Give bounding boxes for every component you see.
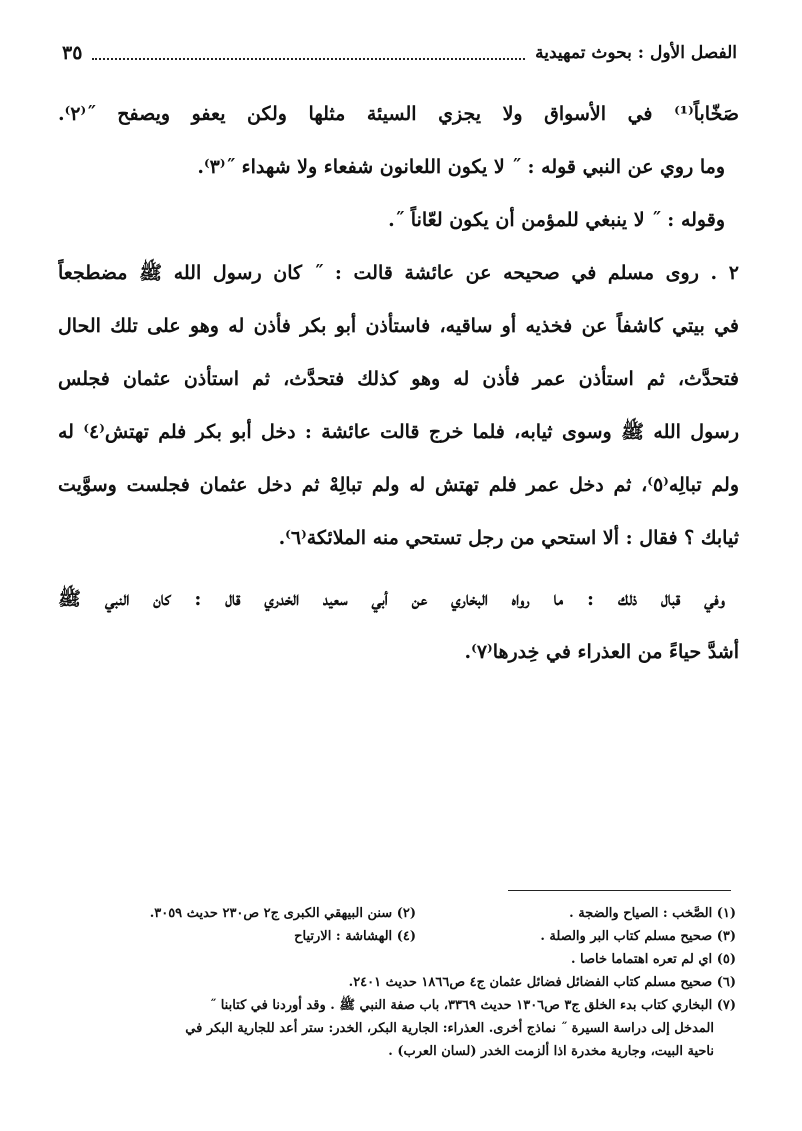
footnote-5: (٥) اي لم تعره اهتماما خاصا . [570,952,736,967]
text-line: وما روي عن النبي قوله : ˝ لا يكون اللعانون شفعاء ولا شهداء ˝⁽٣⁾. [197,156,725,178]
footnote-4: (٤) الهشاشة : الارتياح [294,929,416,944]
text-line: ثيابك ؟ فقال : ألا استحي من رجل تستحي منه الملائكة⁽٦⁾. [278,527,739,549]
leader-dots [92,46,525,60]
footnote-7-continued: المدخل إلى دراسة السيرة ˝ نماذج أخرى. العذراء: الجارية البكر، الخدر: ستر أعد للجارية البكر في [185,1021,714,1036]
footnotes [56,902,736,1063]
main-text [58,88,739,679]
text-line: صَخّاباً⁽¹⁾ في الأسواق ولا يجزي السيئة مثلها ولكن يعفو ويصفح ˝⁽٢⁾. [58,103,739,125]
text-line: في بيتي كاشفاً عن فخذيه أو ساقيه، فاستأذن أبو بكر فأذن له وهو على تلك الحال [58,315,739,337]
text-line: ٢ . روى مسلم في صحيحه عن عائشة قالت : ˝ كان رسول الله ﷺ مضطجعاً [58,262,739,284]
footnote-1: (١) الصَّخب : الصياح والضجة . [569,906,736,921]
footnote-7-continued: ناحية البيت، وجارية مخدرة اذا ألزمت الخدر (لسان العرب) . [388,1044,714,1059]
text-line: وفي قبال ذلك : ما رواه البخاري عن أبي سعيد الخدري قال : كان النبي ﷺ [58,588,725,610]
page-number: ٣٥ [62,42,83,64]
footnote-6: (٦) صحيح مسلم كتاب الفضائل فضائل عثمان ج٤ ص١٨٦٦ حديث ٢٤٠١. [348,975,736,990]
footnote-7: (٧) البخاري كتاب بدء الخلق ج٣ ص١٣٠٦ حديث ٣٣٦٩، باب صفة النبي ﷺ . وقد أوردنا في كتابنا ˝ [209,998,736,1013]
footnote-2: (٢) سنن البيهقي الكبرى ج٢ ص٢٣٠ حديث ٣٠٥٩. [149,906,416,921]
footnote-separator [508,890,731,891]
page-header [62,38,737,68]
text-line: وقوله : ˝ لا ينبغي للمؤمن أن يكون لعّاناً ˝. [388,209,725,231]
text-line: رسول الله ﷺ وسوى ثيابه، فلما خرج قالت عائشة : دخل أبو بكر فلم تهتش⁽٤⁾ له [58,421,739,443]
text-line: أشدَّ حياءً من العذراء في خِدرها⁽٧⁾. [464,641,739,663]
text-line: ولم تبالِه⁽٥⁾، ثم دخل عمر فلم تهتش له ولم تبالِهْ ثم دخل عثمان فجلست وسوَّيت [58,474,739,496]
text-line: فتحدَّث، ثم استأذن عمر فأذن له وهو كذلك فتحدَّث، ثم استأذن عثمان فجلس [58,368,739,390]
chapter-title: الفصل الأول : بحوث تمهيدية [535,43,737,63]
footnote-3: (٣) صحيح مسلم كتاب البر والصلة . [540,929,736,944]
